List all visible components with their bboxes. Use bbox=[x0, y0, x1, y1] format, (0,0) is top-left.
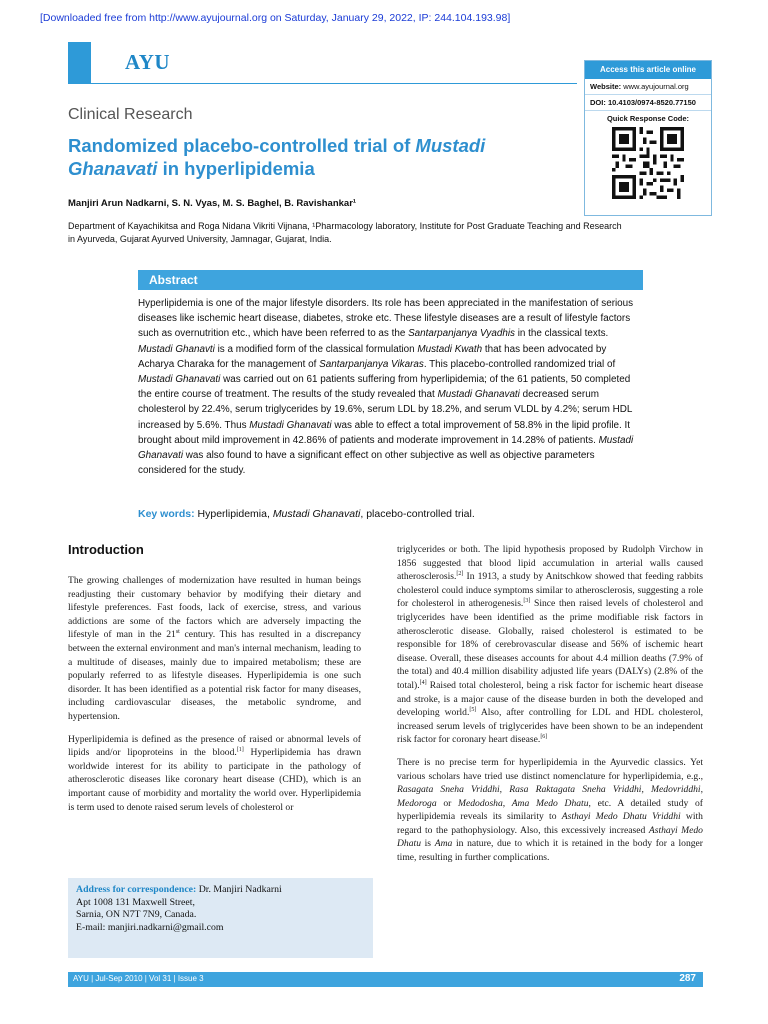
doi-row bbox=[585, 95, 711, 111]
intro-paragraph-2: Hyperlipidemia is defined as the presence of raised or abnormal levels of lipids and/or lipoproteins in the blood.[1] Hyperlipidemia has drawn worldwide interest for its ability to participate in the pathology of atherosclerotic diseases like coronary heart disease (CHD), which is an important cause of morbidity and mortality the world over. Hyperlipidemia is term used to denote raised serum levels of cholesterol or bbox=[68, 733, 362, 813]
website-link[interactable]: www.ayujournal.org bbox=[623, 82, 689, 91]
download-notice: [Downloaded free from http://www.ayujournal.org on Saturday, January 29, 2022, IP: 244.104.193.98] bbox=[40, 12, 511, 24]
body-column-right bbox=[397, 543, 703, 865]
article-title bbox=[68, 134, 578, 180]
journal-logo-bar bbox=[68, 42, 91, 84]
reference-link[interactable]: [1] bbox=[236, 746, 244, 753]
reference-link[interactable]: [3] bbox=[523, 598, 531, 605]
header-rule bbox=[91, 83, 577, 84]
access-box-header: Access this article online bbox=[585, 61, 711, 79]
reference-link[interactable]: [2] bbox=[456, 571, 464, 577]
intro-paragraph-1: The growing challenges of modernization have resulted in human beings readjusting their customary behavior by modifying their dietary and lifestyle preferences. Fast foods, lack of exercise, stress, and various addictions are some of the factors which are adversely impacting the lifestyle of man in the 21st century. This has resulted in a discrepancy between the external environment and man's internal mechanism, leading to a multitude of diseases, mainly due to impaired metabolism; these are popularly referred to as lifestyle diseases. Hyperlipidemia is one such disorder. It has been identified as a potential risk factor for many diseases, including cardiovascular diseases, the metabolic syndrome, and hypertension. bbox=[68, 575, 362, 722]
correspondence-box bbox=[68, 878, 373, 958]
reference-link[interactable]: [6] bbox=[540, 734, 548, 741]
introduction-heading: Introduction bbox=[68, 542, 144, 557]
qr-code-icon bbox=[612, 127, 684, 199]
reference-link[interactable]: [4] bbox=[419, 679, 427, 686]
correspondence-name-line: Address for correspondence: Dr. Manjiri Nadkarni bbox=[76, 884, 282, 895]
body-column-left bbox=[68, 574, 361, 814]
abstract-body: Hyperlipidemia is one of the major lifestyle disorders. Its role has been appreciated in the manifestation of serious diseases like ischemic heart disease, diabetes, stroke etc. These lifestyle diseases are a result of lifestyle factors such as overnutrition etc., which have been referred to as the Santarpanjanya Vyadhis in the classical texts. Mustadi Ghanavti is a modified form of the classical formulation Mustadi Kwath that has been advocated by Acharya Charaka for the management of Santarpanjanya Vikaras. This placebo-controlled randomized trial of Mustadi Ghanavati was carried out on 61 patients suffering from hyperlipidemia; of the 61 patients, 50 completed the entire course of treatment. The results of the study revealed that Mustadi Ghanavati decreased serum cholesterol by 22.4%, serum triglycerides by 19.6%, serum LDL by 18.2%, and serum VLDL by 4.2%; serum HDL increased by 5.6%. Thus Mustadi Ghanavati was able to effect a total improvement of 58.8% in the lipid profile. It brought about mild improvement in 42.86% of patients and moderate improvement in 14.28% of patients. Mustadi Ghanavati was also found to have a significant effect on other subjective as well as objective parameters considered for the study. bbox=[138, 298, 634, 477]
footer-citation: AYU | Jul-Sep 2010 | Vol 31 | Issue 3 bbox=[73, 974, 204, 983]
title-part-2: in hyperlipidemia bbox=[157, 158, 315, 179]
keywords-label: Key words: bbox=[138, 508, 195, 520]
reference-link[interactable]: [5] bbox=[469, 706, 477, 713]
intro-paragraph-3: triglycerides or both. The lipid hypothesis proposed by Rudolph Virchow in 1856 suggested that blood lipid accumulation in arterial walls caused atherosclerosis.[2] In 1913, a study by Anitschkow showed that feeding rabbits cholesterol could induce symptoms similar to atherosclerosis, suggesting a role for cholesterol in atherogenesis.[3] Since then raised levels of cholesterol and triglycerides have been identified as the prime modifiable risk factors in atherosclerotic disease. Globally, raised cholesterol is estimated to be responsible for 18% of cerebrovascular disease and 56% of ischemic heart disease. Overall, these diseases accounts for about 4.4 million deaths (7.9% of the total) and 40.4 million disability adjusted life years (DALYs) (2.8% of the total).[4] Raised total cholesterol, being a risk factor for ischemic heart disease and stroke, is a major cause of the disease burden in both the developed and developing world.[5] Also, after controlling for LDL and HDL cholesterol, increased serum levels of triglycerides have been shown to be an independent risk factor for coronary heart disease.[6] bbox=[397, 544, 704, 746]
abstract-heading: Abstract bbox=[138, 270, 643, 290]
intro-paragraph-4: There is no precise term for hyperlipidemia in the Ayurvedic classics. Yet various scholars have tried use distinct nomenclature for hyperlipidemia, e.g., Rasagata Sneha Vriddhi, Rasa Raktagata Sneha Vriddhi, Medovriddhi, Medoroga or Medodosha, Ama Medo Dhatu, etc. A detailed study of hyperlipidemia reveals its similarity to Asthayi Medo Dhatu Vriddhi with regard to the pathophysiology. Also, this excessively increased Asthayi Medo Dhatu is Ama in nature, due to which it is retained in the body for a longer time, resulting in further complications. bbox=[397, 756, 703, 864]
title-italic: Mustadi Ghanavati bbox=[68, 135, 486, 179]
address-line-1: Apt 1008 131 Maxwell Street, bbox=[76, 896, 195, 908]
doi-value: 10.4103/0974-8520.77150 bbox=[607, 98, 696, 107]
doi-label: DOI: bbox=[590, 98, 606, 107]
website-row bbox=[585, 79, 711, 95]
address-line-2: Sarnia, ON N7T 7N9, Canada. bbox=[76, 909, 197, 921]
website-label: Website: bbox=[590, 82, 622, 91]
affiliation: Department of Kayachikitsa and Roga Nidana Vikriti Vijnana, ¹Pharmacology laboratory, Institute for Post Graduate Teaching and Research in Ayurveda, Gujarat Ayurved University, Jamnagar, Gujarat, India. bbox=[68, 221, 622, 244]
authors: Manjiri Arun Nadkarni, S. N. Vyas, M. S. Baghel, B. Ravishankar¹ bbox=[68, 198, 357, 209]
qr-label: Quick Response Code: bbox=[606, 114, 690, 123]
access-article-box bbox=[584, 60, 712, 216]
page-number: 287 bbox=[679, 973, 696, 984]
title-part-1: Randomized placebo-controlled trial of bbox=[68, 135, 416, 156]
section-label: Clinical Research bbox=[68, 106, 193, 123]
keywords: Key words: Hyperlipidemia, Mustadi Ghanavati, placebo-controlled trial. bbox=[138, 508, 475, 520]
journal-name: AYU bbox=[125, 50, 171, 74]
email-line[interactable]: E-mail: manjiri.nadkarni@gmail.com bbox=[76, 921, 224, 933]
correspondence-label: Address for correspondence: bbox=[76, 884, 197, 895]
